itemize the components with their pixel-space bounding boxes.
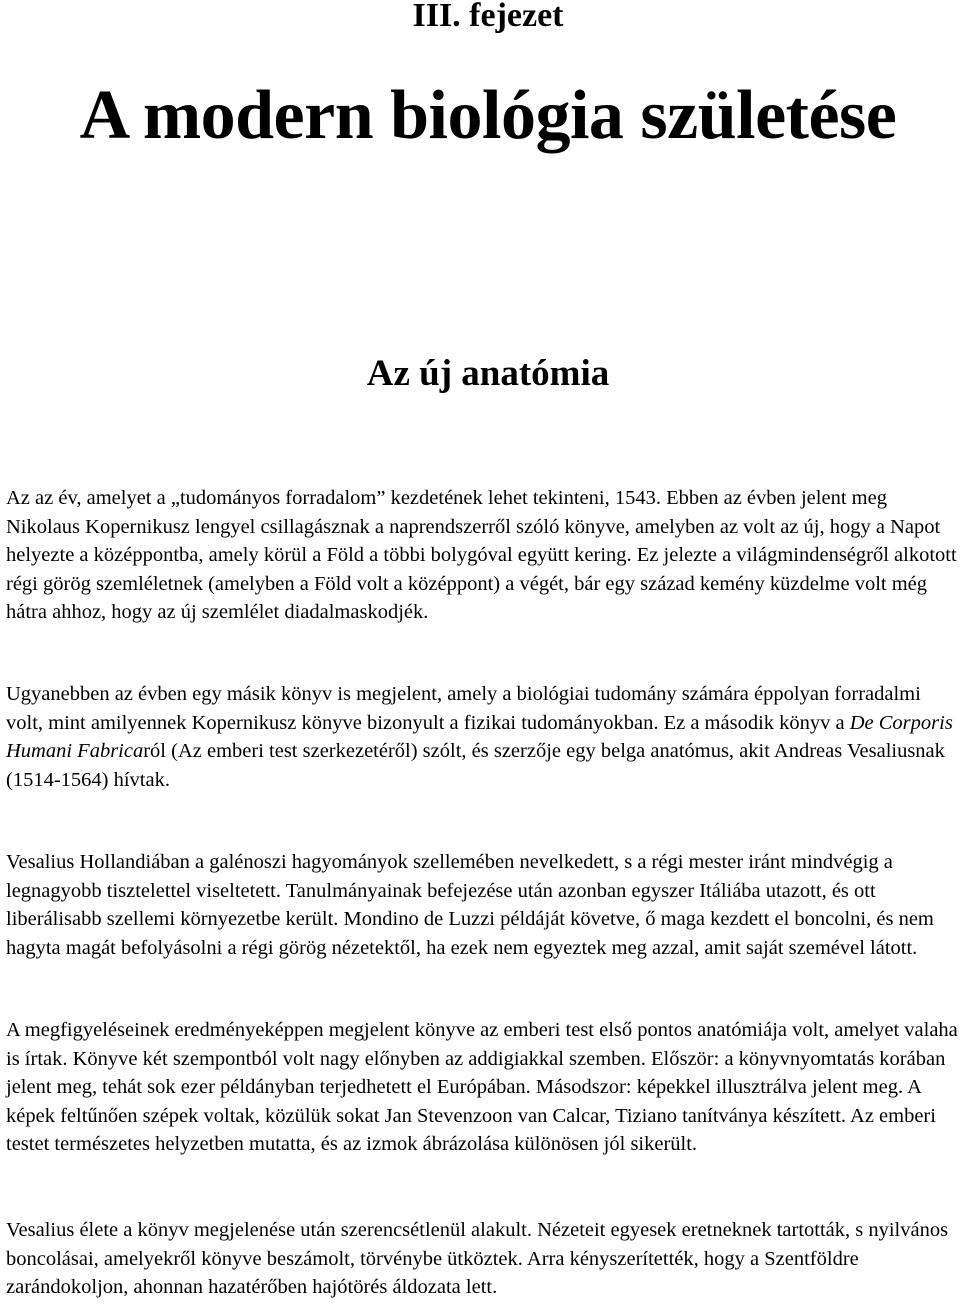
paragraph-5-text: Vesalius élete a könyv megjelenése után szerencsétlenül alakult. Nézeteit egyesek eretneknek tartották, s nyilvános boncolásai, amelyekről könyve beszámolt, törvénybe ütköztek. Arra kényszerítették, hogy a Szentföldre zarándokoljon, ahonnan hazatérőben hajótörés áldozata lett. — [6, 1219, 949, 1299]
paragraph-3 — [6, 848, 958, 962]
paragraph-4 — [6, 1016, 958, 1159]
section-title: Az új anatómia — [366, 353, 610, 394]
paragraph-2 — [6, 680, 958, 794]
paragraph-5 — [6, 1216, 958, 1302]
paragraph-1-text: Az az év, amelyet a „tudományos forradalom” kezdetének lehet tekinteni, 1543. Ebben az évben jelent meg Nikolaus Kopernikusz lengyel csillagásznak a naprendszerről szóló könyve, amelyben az volt az új, hogy a Napot helyezte a középpontba, amely körül a Föld a többi bolygóval együtt kering. Ez jelezte a világmindenségről alkotott régi görög szemléletnek (amelyben a Föld volt a középpont) a végét, bár egy század kemény küzdelme volt még hátra ahhoz, hogy az új szemlélet diadalmaskodjék. — [6, 487, 957, 624]
paragraph-2-text-end: ról (Az emberi test szerkezetéről) szólt, és szerzője egy belga anatómus, akit Andreas Vesaliusnak (1514-1564) hívtak. — [6, 740, 945, 791]
chapter-label: III. fejezet — [412, 0, 564, 34]
paragraph-3-text: Vesalius Hollandiában a galénoszi hagyományok szellemében nevelkedett, s a régi mester iránt mindvégig a legnagyobb tisztelettel viseltetett. Tanulmányainak befejezése után azonban egyszer Itáliába utazott, és ott liberálisabb szellemi környezetbe került. Mondino de Luzzi példáját követve, ő maga kezdett el boncolni, és nem hagyta magát befolyásolni a régi görög nézetektől, ha ezek nem egyeztek meg azzal, amit saját szemével látott. — [6, 851, 934, 959]
paragraph-2-text-start: Ugyanebben az évben egy másik könyv is megjelent, amely a biológiai tudomány számára éppolyan forradalmi volt, mint amilyennek Kopernikusz könyve bizonyult a fizikai tudományokban. Ez a második könyv a — [6, 683, 921, 734]
paragraph-4-text: A megfigyeléseinek eredményeképpen megjelent könyve az emberi test első pontos anatómiája volt, amelyet valaha is írtak. Könyve két szempontból volt nagy előnyben az addigiakkal szemben. Először: a könyvnyomtatás korában jelent meg, tehát sok ezer példányban terjedhetett el Európában. Másodszor: képekkel illusztrálva jelent meg. A képek feltűnően szépek voltak, közülük sokat Jan Stevenzoon van Calcar, Tiziano tanítványa készített. Az emberi testet természetes helyzetben mutatta, és az izmok ábrázolása különösen jól sikerült. — [6, 1019, 958, 1156]
chapter-title: A modern biológia születése — [79, 77, 897, 154]
paragraph-1 — [6, 484, 958, 627]
book-title-italic: De Corporis Humani Fabrica — [6, 711, 953, 763]
